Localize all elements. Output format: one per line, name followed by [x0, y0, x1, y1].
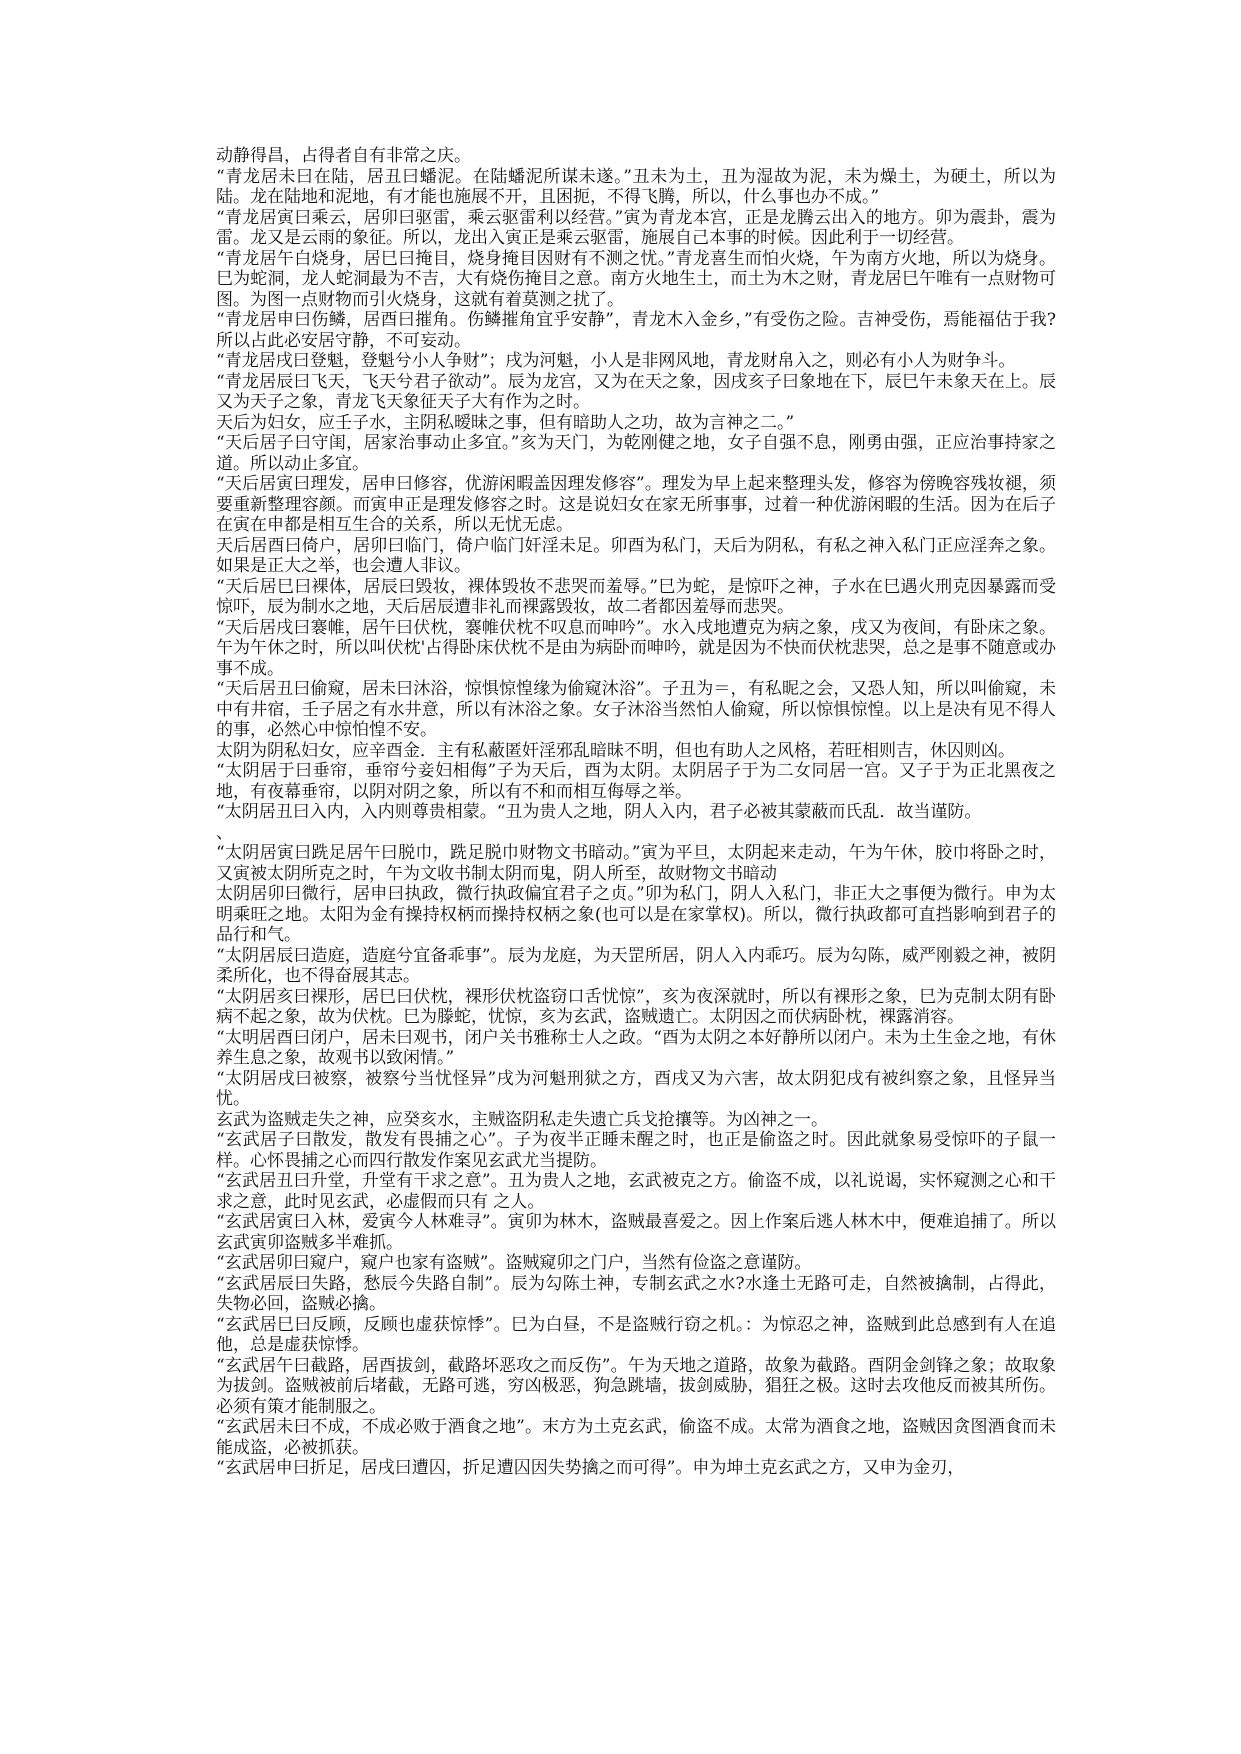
paragraph: 、 [216, 822, 233, 843]
paragraph: “青龙居午白烧身，居巳曰掩目，烧身掩目因财有不测之忧。”青龙喜生而怕火烧，午为南方火地，所以为烧身。巳为蛇洞，龙人蛇洞最为不吉，大有烧伤掩目之意。南方火地生土，而土为木之财，青龙居巳午唯有一点财物可图。为图一点财物而引火烧身，这就有着莫测之扰了。 [216, 248, 1056, 310]
paragraph: “太阴居于曰垂帘，垂帘兮妾妇相侮”子为天后，酉为太阴。太阴居子于为二女同居一宫。又子于为正北黑夜之地，有夜幕垂帘，以阴对阴之象，所以有不和而相互侮辱之举。 [216, 761, 1056, 802]
paragraph: “玄武居未曰不成，不成必败于酒食之地”。末方为土克玄武，偷盗不成。太常为酒食之地，盗贼因贪图酒食而未能成盗，必被抓获。 [216, 1417, 1056, 1458]
paragraph: “青龙居寅曰乘云，居卯曰驱雷，乘云驱雷利以经营。”寅为青龙本宫，正是龙腾云出入的地方。卯为震卦，震为雷。龙又是云雨的象征。所以，龙出入寅正是乘云驱雷，施展自己本事的时候。因此利于一切经营。 [216, 207, 1056, 248]
paragraph: “玄武居午曰截路，居酉拔剑，截路坏恶攻之而反伤”。午为天地之道路，故象为截路。酉阴金剑锋之象；故取象为拔剑。盗贼被前后堵截，无路可逃，穷凶极恶，狗急跳墙，拔剑威胁，猖狂之极。这时去攻他反而被其所伤。必须有策才能制服之。 [216, 1355, 1056, 1417]
paragraph: “玄武居卯曰窥户，窥户也家有盗贼”。盗贼窥卯之门户，当然有俭盗之意谨防。 [216, 1253, 812, 1273]
paragraph: “太阴居丑曰入内，入内则尊贵相蒙。“丑为贵人之地，阴人入内，君子必被其蒙蔽而氏乱．故当谨防。 [216, 802, 982, 822]
paragraph: “青龙居辰曰飞天，飞天兮君子欲动”。辰为龙宫，又为在天之象，因戌亥子曰象地在下，辰巳午未象天在上。辰又为天子之象，青龙飞天象征天子大有作为之时。 [216, 371, 1056, 412]
paragraph: 太阴为阴私妇女，应辛酉金．主有私蔽匿奸淫邪乱暗昧不明，但也有助人之风格，若旺相则吉，休囚则凶。 [216, 740, 1015, 761]
paragraph: “太阴居寅曰跣足居午曰脱巾，跣足脱巾财物文书暗动。”寅为平旦，太阴起来走动，午为午休，胶巾将卧之时，又寅被太阴所克之时，午为文收书制太阴而鬼，阴人所至，故财物文书暗动 [216, 843, 1056, 884]
paragraph: “青龙居戌曰登魁，登魁兮小人争财”；戌为河魁，小人是非网风地，青龙财帛入之，则必有小人为财争斗。 [216, 351, 1016, 371]
paragraph: 玄武为盗贼走失之神，应癸亥水，主贼盗阴私走失遗亡兵戈抢攘等。为凶神之一。 [216, 1109, 828, 1130]
paragraph: “天后居戌曰褰帷，居午曰伏枕，褰帷伏枕不叹息而呻吟”。水入戌地遭克为病之象，戌又为夜间，有卧床之象。午为午休之时，所以叫伏枕'占得卧床伏枕不是由为病卧而呻吟，就是因为不快而伏枕悲哭，总之是事不随意或办事不成。 [216, 617, 1056, 679]
paragraph: “青龙居未曰在陆，居丑曰蟠泥。在陆蟠泥所谋未遂。”丑未为土，丑为湿故为泥，未为燥土，为硬土，所以为陆。龙在陆地和泥地，有才能也施展不开，且困扼，不得飞腾，所以，什么事也办不成。” [216, 166, 1056, 207]
paragraph: “玄武居巳曰反顾，反顾也虚获惊悸”。巳为白昼，不是盗贼行窃之机。：为惊忍之神，盗贼到此总感到有人在追他，总是虚获惊悸。 [216, 1314, 1056, 1355]
paragraph: “太明居酉曰闭户，居未曰观书，闭户关书雅称士人之政。“酉为太阴之本好静所以闭户。未为土生金之地，有休养生息之象，故观书以致闲情。” [216, 1027, 1056, 1068]
paragraph: “天后居丑曰偷窥，居未曰沐浴，惊惧惊惶缘为偷窥沐浴”。子丑为＝，有私昵之会，又恐人知，所以叫偷窥，未中有井宿，壬子居之有水井意，所以有沐浴之象。女子沐浴当然怕人偷窥，所以惊惧惊惶。以上是决有见不得人的事，必然心中惊怕惶不安。 [216, 679, 1056, 740]
paragraph: “玄武居寅曰入林，爱寅今人林难寻”。寅卯为林木，盗贼最喜爱之。因上作案后逃人林木中，便难追捕了。所以玄武寅卯盗贼多半难抓。 [216, 1212, 1056, 1253]
paragraph: “太阴居辰曰造庭，造庭兮宜备乖事”。辰为龙庭，为天罡所居，阴人入内乖巧。辰为勾陈，威严刚毅之神，被阴柔所化，也不得奋展其志。 [216, 945, 1056, 986]
document-body [216, 146, 1056, 1479]
paragraph: “天后居子曰守闺，居家治事动止多宜。”亥为天门，为乾刚健之地，女子自强不息，刚勇由强，正应治事持家之道。所以动止多宜。 [216, 433, 1056, 474]
paragraph: 太阴居卯曰微行，居申曰执政，微行执政偏宜君子之贞。”卯为私门，阴人入私门，非正大之事便为微行。申为太明乘旺之地。太阳为金有操持权柄而操持权柄之象(也可以是在家掌权)。所以，微行执政都可直挡影响到君子的品行和气。 [216, 884, 1056, 945]
paragraph: “玄武居丑曰升堂，升堂有干求之意”。丑为贵人之地，玄武被克之方。偷盗不成，以礼说谒，实怀窥测之心和干求之意，此时见玄武，必虚假而只有 之人。 [216, 1171, 1056, 1212]
paragraph: 天后为妇女，应壬子水，主阴私暧昧之事，但有暗助人之功，故为言神之二。” [216, 412, 795, 433]
paragraph: “玄武居申曰折足，居戌曰遭囚，折足遭囚因失势擒之而可得”。申为坤土克玄武之方，又申为金刃， [216, 1458, 965, 1478]
paragraph: “太阴居亥曰裸形，居巳曰伏枕，裸形伏枕盗窃口舌忧惊”，亥为夜深就时，所以有裸形之象，巳为克制太阴有卧病不起之象，故为伏枕。巳为滕蛇，忧惊，亥为玄武，盗贼遗亡。太阴因之而伏病卧枕，裸露消容。 [216, 986, 1056, 1027]
paragraph: “玄武居子曰散发，散发有畏捕之心”。子为夜半正睡未醒之时，也正是偷盗之时。因此就象易受惊吓的子鼠一样。心怀畏捕之心而四行散发作案见玄武尤当提防。 [216, 1130, 1056, 1171]
paragraph: “天后居巳曰裸体，居辰曰毁妆，裸体毁妆不悲哭而羞辱。”巳为蛇，是惊吓之神，子水在巳遇火刑克因暴露而受惊吓，辰为制水之地，天后居辰遭非礼而裸露毁妆，故二者都因羞辱而悲哭。 [216, 576, 1056, 617]
paragraph: “天后居寅曰理发，居申曰修容，优游闲暇盖因理发修容”。理发为早上起来整理头发，修容为傍晚容残妆褪，须要重新整理容颜。而寅申正是理发修容之时。这是说妇女在家无所事事，过着一种优游闲暇的生活。因为在后子在寅在申都是相互生合的关系，所以无忧无虑。 [216, 474, 1056, 535]
paragraph: “玄武居辰曰失路，愁辰今失路自制”。辰为勾陈土神，专制玄武之水?水逢土无路可走，自然被擒制，占得此，失物必回，盗贼必擒。 [216, 1273, 1056, 1314]
paragraph: “太阴居戌曰被察，被察兮当忧怪异”戌为河魁刑狱之方，酉戌又为六害，故太阴犯戌有被纠察之象，且怪异当忧。 [216, 1068, 1056, 1109]
paragraph: “青龙居申曰伤鳞，居酉曰摧角。伤鳞摧角宜乎安静”，青龙木入金乡，”有受伤之险。吉神受伤，焉能福估于我?所以占此必安居守静，不可妄动。 [216, 310, 1056, 351]
paragraph: 天后居酉曰倚户，居卯曰临门，倚户临门奸淫未足。卯酉为私门，天后为阴私，有私之神入私门正应淫奔之象。如果是正大之举，也会遭人非议。 [216, 535, 1056, 576]
paragraph: 动静得昌，占得者自有非常之庆。 [216, 146, 471, 166]
